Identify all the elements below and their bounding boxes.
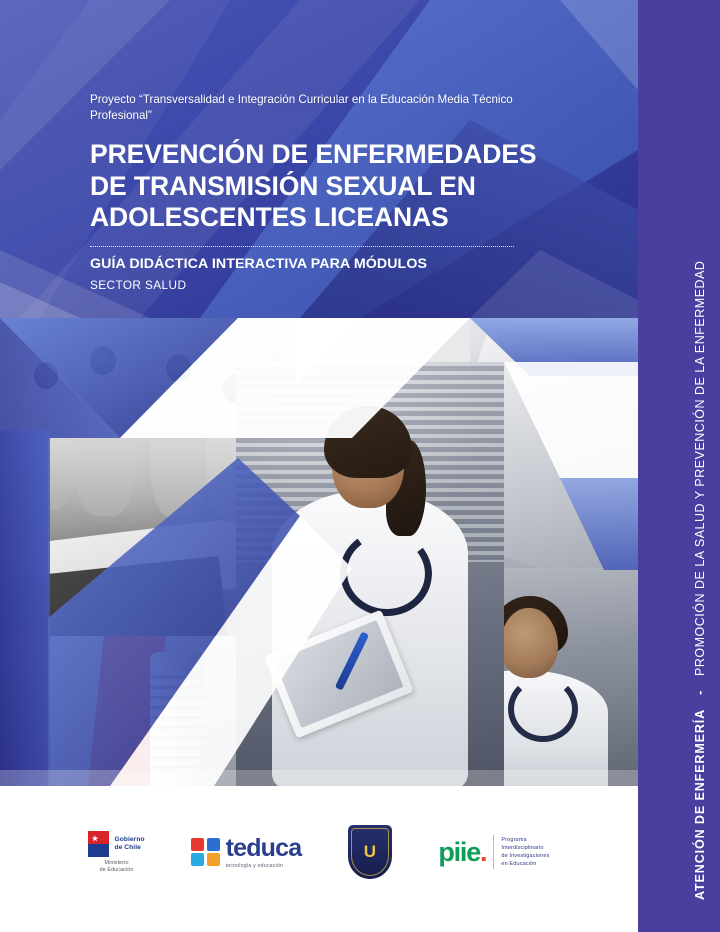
logo-university-shield [348, 815, 392, 889]
spine-light-text: PROMOCIÓN DE LA SALUD Y PREVENCIÓN DE LA ENFERMEDAD [693, 260, 707, 676]
logo-piie [438, 815, 549, 889]
spine-separator: - [693, 690, 707, 695]
title-divider [90, 246, 514, 247]
piie-wordmark: piie. [438, 836, 487, 867]
vertical-spine-band [638, 0, 720, 932]
logo-row [0, 812, 638, 892]
piie-full-name: Programa Interdisciplinario de Investigaciones en Educación [501, 836, 550, 868]
teduca-tagline: tecnología y educación [225, 862, 284, 869]
logo-teduca [191, 815, 301, 889]
shield-icon [348, 825, 392, 879]
piie-divider [493, 835, 494, 869]
gob-line-1: Gobierno [114, 836, 145, 844]
person-head [34, 362, 58, 389]
logo-gobierno-de-chile [88, 815, 144, 889]
header-band [0, 0, 638, 318]
equipment-grid [150, 676, 204, 772]
teduca-wordmark: teduca [225, 833, 302, 862]
photo-nurse-primary [236, 362, 504, 786]
person-head [90, 346, 116, 375]
gob-line-2: de Chile [114, 844, 141, 852]
logo-bar [0, 786, 638, 932]
stethoscope-shape [508, 676, 578, 742]
person-head [166, 354, 191, 382]
spine-bold-text: ATENCIÓN DE ENFERMERÍA [693, 708, 707, 900]
nurse-head-shape [500, 608, 558, 678]
subtitle-primary: GUÍA DIDÁCTICA INTERACTIVA PARA MÓDULOS [90, 255, 428, 272]
title-block [90, 92, 560, 292]
project-line: Proyecto “Transversalidad e Integración Curricular en la Educación Media Técnico Profesional” [90, 93, 513, 122]
page-title: PREVENCIÓN DE ENFERMEDADES DE TRANSMISIÓN SEXUAL EN ADOLESCENTES LICEANAS [90, 139, 537, 233]
cover-photo-mosaic [0, 318, 638, 786]
piie-dot-icon: . [480, 836, 487, 867]
spine-text [694, 261, 707, 900]
gob-ministry-label: Ministerio de Educación [99, 860, 134, 873]
shield-monogram: U [363, 842, 376, 861]
subtitle-secondary: SECTOR SALUD [90, 277, 187, 292]
chile-flag-icon [88, 831, 109, 857]
teduca-squares-icon [191, 838, 220, 867]
